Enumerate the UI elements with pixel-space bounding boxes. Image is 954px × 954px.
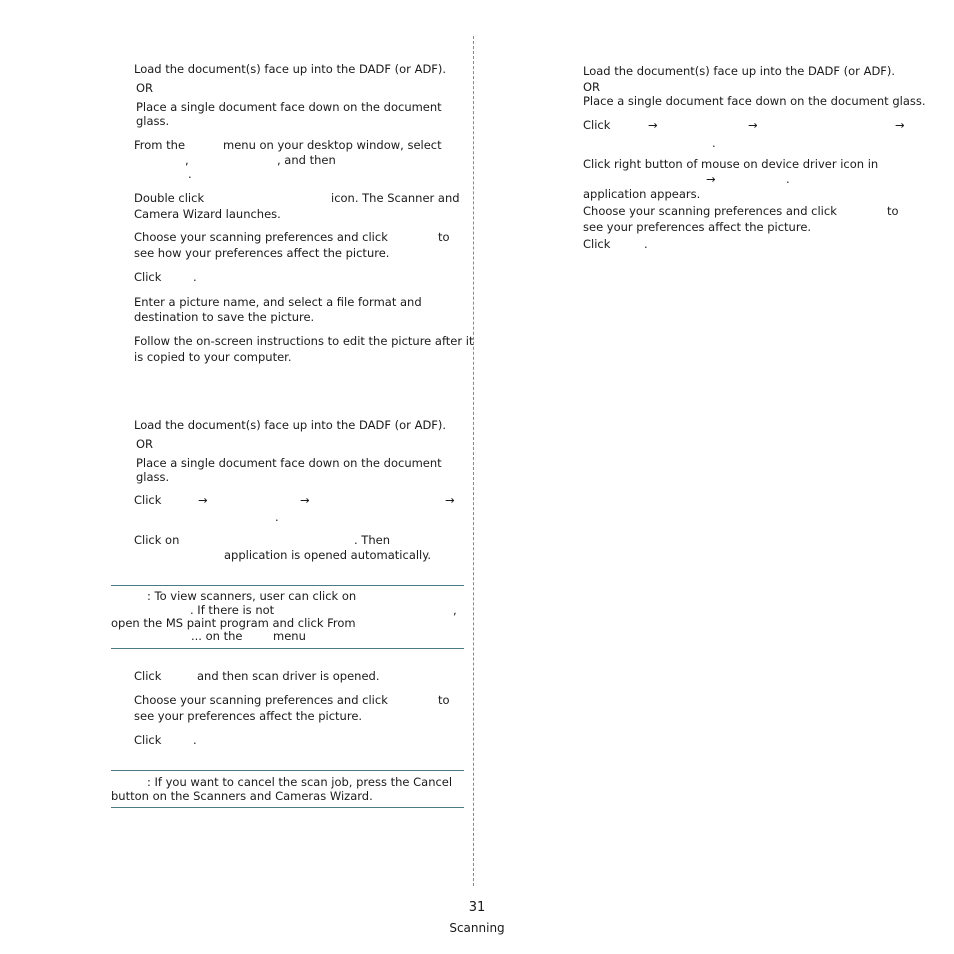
column-divider bbox=[473, 36, 474, 886]
note-rule-bottom bbox=[111, 648, 464, 649]
step-place-glass: Place a single document face down on the document bbox=[136, 456, 442, 470]
page-number: 31 bbox=[468, 900, 486, 915]
step-load-document: Load the document(s) face up into the DADF (or ADF). bbox=[134, 418, 447, 432]
step-click-period: . bbox=[712, 136, 716, 150]
step-click: Click bbox=[134, 733, 162, 747]
step-choose-cont: see your preferences affect the picture. bbox=[583, 220, 812, 234]
step-follow-instructions: Follow the on-screen instructions to edit the picture after it bbox=[134, 334, 474, 348]
step-double-click-icon: icon. The Scanner and bbox=[331, 191, 460, 205]
step-from-comma: , bbox=[185, 153, 189, 167]
step-click-period: . bbox=[193, 733, 197, 747]
or-label: OR bbox=[583, 80, 601, 94]
note-on-the: ... on the bbox=[191, 629, 243, 643]
step-right-click-driver: Click right button of mouse on device driver icon in bbox=[583, 157, 879, 171]
arrow-icon: → bbox=[706, 172, 716, 186]
or-label: OR bbox=[136, 81, 154, 95]
arrow-icon: → bbox=[198, 493, 208, 507]
step-load-document: Load the document(s) face up into the DADF (or ADF). bbox=[583, 64, 896, 78]
arrow-icon: → bbox=[648, 118, 658, 132]
step-click: Click bbox=[134, 270, 162, 284]
arrow-icon: → bbox=[895, 118, 905, 132]
step-place-glass: Place a single document face down on the document glass. bbox=[583, 94, 926, 108]
step-click-period: . bbox=[644, 237, 648, 251]
step-click-period: . bbox=[275, 510, 279, 524]
step-right-click-period: . bbox=[786, 172, 790, 186]
step-choose-preferences: Choose your scanning preferences and click bbox=[134, 230, 388, 244]
step-place-glass: Place a single document face down on the document bbox=[136, 100, 442, 114]
step-click-on-then: . Then bbox=[354, 533, 390, 547]
arrow-icon: → bbox=[748, 118, 758, 132]
arrow-icon: → bbox=[445, 493, 455, 507]
step-choose-preferences: Choose your scanning preferences and click bbox=[134, 693, 388, 707]
step-click-period: . bbox=[193, 270, 197, 284]
note-if-not: . If there is not bbox=[190, 603, 275, 617]
step-choose-cont: see your preferences affect the picture. bbox=[134, 709, 363, 723]
step-click: Click bbox=[134, 669, 162, 683]
step-click: Click bbox=[583, 237, 611, 251]
step-click: Click bbox=[134, 493, 162, 507]
step-scan-driver-opened: and then scan driver is opened. bbox=[197, 669, 380, 683]
step-click: Click bbox=[583, 118, 611, 132]
step-follow-cont: is copied to your computer. bbox=[134, 350, 292, 364]
step-double-click: Double click bbox=[134, 191, 205, 205]
note-comma: , bbox=[453, 603, 457, 617]
step-place-glass-cont: glass. bbox=[136, 470, 170, 484]
arrow-icon: → bbox=[300, 493, 310, 507]
step-choose-preferences: Choose your scanning preferences and click bbox=[583, 204, 837, 218]
step-choose-to: to bbox=[887, 204, 899, 218]
step-from-and-then: , and then bbox=[277, 153, 336, 167]
step-enter-name-cont: destination to save the picture. bbox=[134, 310, 315, 324]
note-view-scanners: : To view scanners, user can click on bbox=[147, 589, 357, 603]
step-from-period: . bbox=[188, 167, 192, 181]
note-cancel-scan-cont: button on the Scanners and Cameras Wizard. bbox=[111, 789, 373, 803]
step-from-menu: From the bbox=[134, 138, 186, 152]
step-choose-cont: see how your preferences affect the picture. bbox=[134, 246, 390, 260]
step-click-on: Click on bbox=[134, 533, 180, 547]
footer-section-title: Scanning bbox=[449, 921, 505, 935]
note-rule-top bbox=[111, 770, 464, 771]
step-choose-to: to bbox=[438, 230, 450, 244]
step-enter-name: Enter a picture name, and select a file format and bbox=[134, 295, 422, 309]
note-open-paint: open the MS paint program and click From bbox=[111, 616, 356, 630]
note-rule-bottom bbox=[111, 807, 464, 808]
step-application-appears: application appears. bbox=[583, 187, 701, 201]
step-wizard-launches: Camera Wizard launches. bbox=[134, 207, 281, 221]
step-load-document: Load the document(s) face up into the DADF (or ADF). bbox=[134, 62, 447, 76]
note-cancel-scan: : If you want to cancel the scan job, press the Cancel bbox=[147, 775, 453, 789]
note-menu: menu bbox=[273, 629, 306, 643]
step-place-glass-cont: glass. bbox=[136, 114, 170, 128]
step-choose-to: to bbox=[438, 693, 450, 707]
step-from-menu-cont: menu on your desktop window, select bbox=[223, 138, 442, 152]
step-app-opened: application is opened automatically. bbox=[224, 548, 432, 562]
note-rule-top bbox=[111, 585, 464, 586]
or-label: OR bbox=[136, 437, 154, 451]
